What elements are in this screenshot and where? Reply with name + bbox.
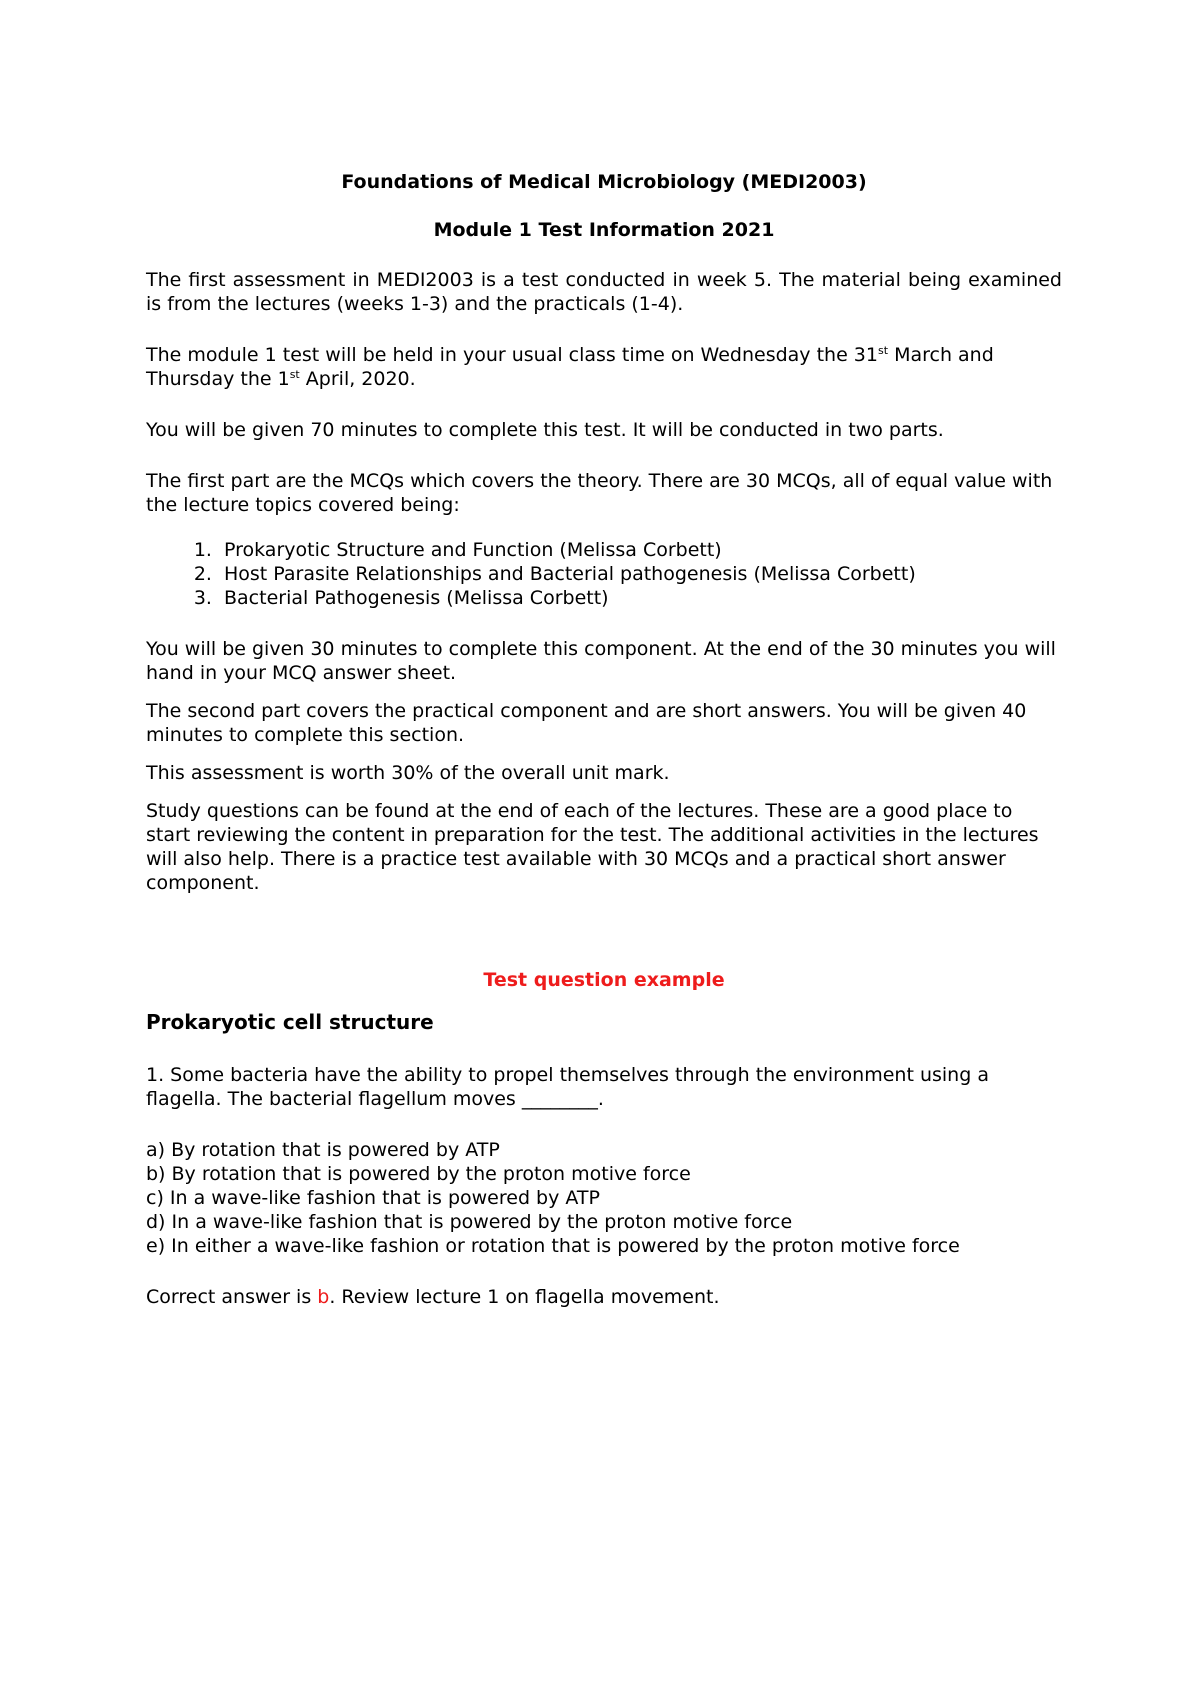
section-heading: Prokaryotic cell structure bbox=[146, 1010, 434, 1034]
mcq-paragraph: The first part are the MCQs which covers the theory. There are 30 MCQs, all of equal value with the lecture topics covered being: bbox=[146, 470, 1053, 516]
schedule-text-1: The module 1 test will be held in your usual class time on Wednesday the 31 bbox=[146, 344, 878, 366]
answer-suffix: . Review lecture 1 on flagella movement. bbox=[329, 1286, 720, 1308]
weighting-paragraph: This assessment is worth 30% of the overall unit mark. bbox=[146, 762, 670, 784]
topic-item: 3. Bacterial Pathogenesis (Melissa Corbett) bbox=[218, 586, 1062, 610]
schedule-sup-1: st bbox=[877, 344, 889, 357]
topic-item: 1. Prokaryotic Structure and Function (Melissa Corbett) bbox=[218, 538, 1062, 562]
answer-prefix: Correct answer is bbox=[146, 1286, 318, 1308]
option-e: e) In either a wave-like fashion or rotation that is powered by the proton motive force bbox=[146, 1235, 960, 1257]
topic-list bbox=[146, 538, 1062, 610]
topic-item: 2. Host Parasite Relationships and Bacterial pathogenesis (Melissa Corbett) bbox=[218, 562, 1062, 586]
mcq-time-paragraph: You will be given 30 minutes to complete this component. At the end of the 30 minutes you will hand in your MCQ answer sheet. bbox=[146, 638, 1056, 684]
question-text: 1. Some bacteria have the ability to propel themselves through the environment using a flagella. The bacterial flagellum moves ________. bbox=[146, 1064, 989, 1110]
answer-letter: b bbox=[317, 1286, 330, 1308]
practical-paragraph: The second part covers the practical component and are short answers. You will be given 40 minutes to complete this section. bbox=[146, 700, 1027, 746]
answer-line bbox=[146, 1285, 1062, 1309]
document-page bbox=[146, 170, 1062, 1336]
schedule-paragraph bbox=[146, 343, 1062, 391]
option-a: a) By rotation that is powered by ATP bbox=[146, 1139, 500, 1161]
document-title: Foundations of Medical Microbiology (MEDI2003) bbox=[341, 171, 867, 193]
document-subtitle: Module 1 Test Information 2021 bbox=[433, 219, 775, 241]
option-b: b) By rotation that is powered by the proton motive force bbox=[146, 1163, 691, 1185]
schedule-sup-2: st bbox=[289, 368, 300, 381]
answer-options bbox=[146, 1138, 1062, 1258]
duration-paragraph: You will be given 70 minutes to complete this test. It will be conducted in two parts. bbox=[146, 419, 944, 441]
intro-paragraph: The first assessment in MEDI2003 is a test conducted in week 5. The material being examined is from the lectures (weeks 1-3) and the practicals (1-4). bbox=[146, 269, 1062, 315]
schedule-text-2: March and Thursday the 1 bbox=[146, 344, 994, 390]
option-c: c) In a wave-like fashion that is powered by ATP bbox=[146, 1187, 600, 1209]
option-d: d) In a wave-like fashion that is powered by the proton motive force bbox=[146, 1211, 793, 1233]
spacer bbox=[146, 922, 1062, 968]
example-heading: Test question example bbox=[483, 969, 725, 991]
schedule-text-3: April, 2020. bbox=[299, 368, 416, 390]
study-paragraph: Study questions can be found at the end of each of the lectures. These are a good place to start reviewing the content in preparation for the test. The additional activities in the lectures will also help. There is a practice test available with 30 MCQs and a practical short answer component. bbox=[146, 800, 1039, 894]
